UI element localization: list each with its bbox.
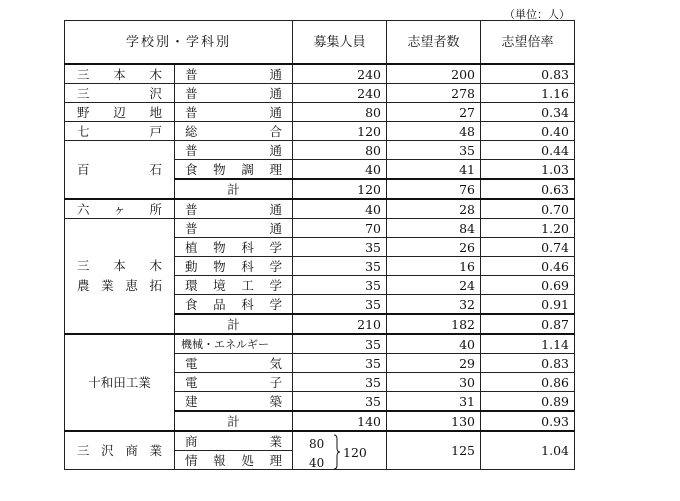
table-row	[65, 219, 575, 238]
applicants-cell: 278	[387, 84, 481, 103]
ratio-cell: 1.14	[481, 334, 575, 354]
table-row	[65, 199, 575, 219]
dept-name: 普通	[175, 103, 293, 122]
capacity-brace-group	[293, 432, 386, 469]
ratio-cell: 0.83	[481, 354, 575, 373]
ratio-cell: 0.83	[481, 64, 575, 84]
header-ratio: 志望倍率	[481, 21, 575, 65]
school-name: 三沢商業	[65, 431, 175, 470]
ratio-cell: 1.16	[481, 84, 575, 103]
applicants-cell: 16	[387, 257, 481, 276]
school-name: 百石	[65, 141, 175, 200]
table-row	[65, 103, 575, 122]
school-name	[65, 219, 175, 335]
dept-name: 建築	[175, 392, 293, 412]
subtotal-label: 計	[175, 179, 293, 199]
capacity-cell: 140	[293, 411, 387, 431]
capacity-cell: 35	[293, 238, 387, 257]
capacity-cell: 240	[293, 84, 387, 103]
dept-name: 植物科学	[175, 238, 293, 257]
dept-name: 電子	[175, 373, 293, 392]
subtotal-label: 計	[175, 411, 293, 431]
header-school-dept: 学校別・学科別	[65, 21, 293, 65]
dept-name: 食物調理	[175, 160, 293, 180]
dept-name: 情報処理	[175, 451, 293, 470]
ratio-cell: 0.87	[481, 314, 575, 334]
ratio-cell: 0.46	[481, 257, 575, 276]
school-name-line1: 三本木	[77, 258, 162, 273]
dept-name: 普通	[175, 199, 293, 219]
capacity-cell: 35	[293, 257, 387, 276]
dept-name: 普通	[175, 141, 293, 160]
dept-name: 普通	[175, 84, 293, 103]
ratio-cell: 0.44	[481, 141, 575, 160]
ratio-cell: 0.40	[481, 122, 575, 141]
ratio-cell: 0.34	[481, 103, 575, 122]
applicants-table	[64, 20, 575, 470]
applicants-cell: 84	[387, 219, 481, 238]
header-applicants: 志望者数	[387, 21, 481, 65]
header-capacity: 募集人員	[293, 21, 387, 65]
applicants-cell: 32	[387, 295, 481, 315]
table-row	[65, 141, 575, 160]
ratio-cell: 0.86	[481, 373, 575, 392]
dept-name: 普通	[175, 219, 293, 238]
capacity-cell: 120	[293, 179, 387, 199]
dept-name: 動物科学	[175, 257, 293, 276]
unit-note: （単位：人）	[504, 8, 570, 21]
applicants-cell: 40	[387, 334, 481, 354]
capacity-total: 120	[343, 445, 367, 460]
dept-name: 環境工学	[175, 276, 293, 295]
capacity-cell: 35	[293, 276, 387, 295]
school-name: 野辺地	[65, 103, 175, 122]
school-name: 六ヶ所	[65, 199, 175, 219]
applicants-cell: 200	[387, 64, 481, 84]
ratio-cell: 0.69	[481, 276, 575, 295]
applicants-cell: 125	[387, 431, 481, 470]
capacity-cell: 80	[293, 141, 387, 160]
ratio-cell: 1.03	[481, 160, 575, 180]
brace-icon	[333, 434, 341, 470]
applicants-cell: 35	[387, 141, 481, 160]
school-name: 三本木	[65, 64, 175, 84]
applicants-cell: 41	[387, 160, 481, 180]
ratio-cell: 0.91	[481, 295, 575, 315]
capacity-cell: 240	[293, 64, 387, 84]
dept-name: 総合	[175, 122, 293, 141]
ratio-cell: 0.63	[481, 179, 575, 199]
capacity-cell: 40	[293, 199, 387, 219]
capacity-cell: 80	[293, 103, 387, 122]
subtotal-label: 計	[175, 314, 293, 334]
applicants-cell: 182	[387, 314, 481, 334]
capacity-value-2: 40	[309, 456, 325, 470]
table-row	[65, 431, 575, 451]
capacity-cell: 35	[293, 295, 387, 315]
school-name: 三沢	[65, 84, 175, 103]
applicants-cell: 31	[387, 392, 481, 412]
applicants-cell: 48	[387, 122, 481, 141]
ratio-cell: 0.70	[481, 199, 575, 219]
applicants-cell: 130	[387, 411, 481, 431]
capacity-cell: 40	[293, 160, 387, 180]
capacity-cell: 35	[293, 334, 387, 354]
table-row	[65, 84, 575, 103]
dept-name: 機械・エネルギー	[175, 334, 293, 354]
dept-name: 普通	[175, 64, 293, 84]
dept-name: 電気	[175, 354, 293, 373]
dept-name: 商業	[175, 431, 293, 451]
dept-name: 食品科学	[175, 295, 293, 315]
capacity-cell: 210	[293, 314, 387, 334]
applicants-cell: 29	[387, 354, 481, 373]
school-name: 十和田工業	[65, 334, 175, 431]
table-row	[65, 122, 575, 141]
applicants-cell: 27	[387, 103, 481, 122]
ratio-cell: 0.74	[481, 238, 575, 257]
capacity-value-1: 80	[309, 437, 325, 451]
capacity-cell: 120	[293, 122, 387, 141]
table-row	[65, 334, 575, 354]
table-row	[65, 64, 575, 84]
school-name-line2: 農業恵拓	[77, 278, 162, 293]
applicants-cell: 28	[387, 199, 481, 219]
applicants-cell: 24	[387, 276, 481, 295]
capacity-cell: 35	[293, 373, 387, 392]
header-row	[65, 21, 575, 65]
ratio-cell: 0.89	[481, 392, 575, 412]
school-name: 七戸	[65, 122, 175, 141]
applicants-cell: 30	[387, 373, 481, 392]
applicants-cell: 76	[387, 179, 481, 199]
applicants-cell: 26	[387, 238, 481, 257]
ratio-cell: 1.04	[481, 431, 575, 470]
ratio-cell: 1.20	[481, 219, 575, 238]
ratio-cell: 0.93	[481, 411, 575, 431]
capacity-cell: 35	[293, 354, 387, 373]
capacity-brace-cell	[293, 431, 387, 470]
capacity-cell: 70	[293, 219, 387, 238]
capacity-cell: 35	[293, 392, 387, 412]
